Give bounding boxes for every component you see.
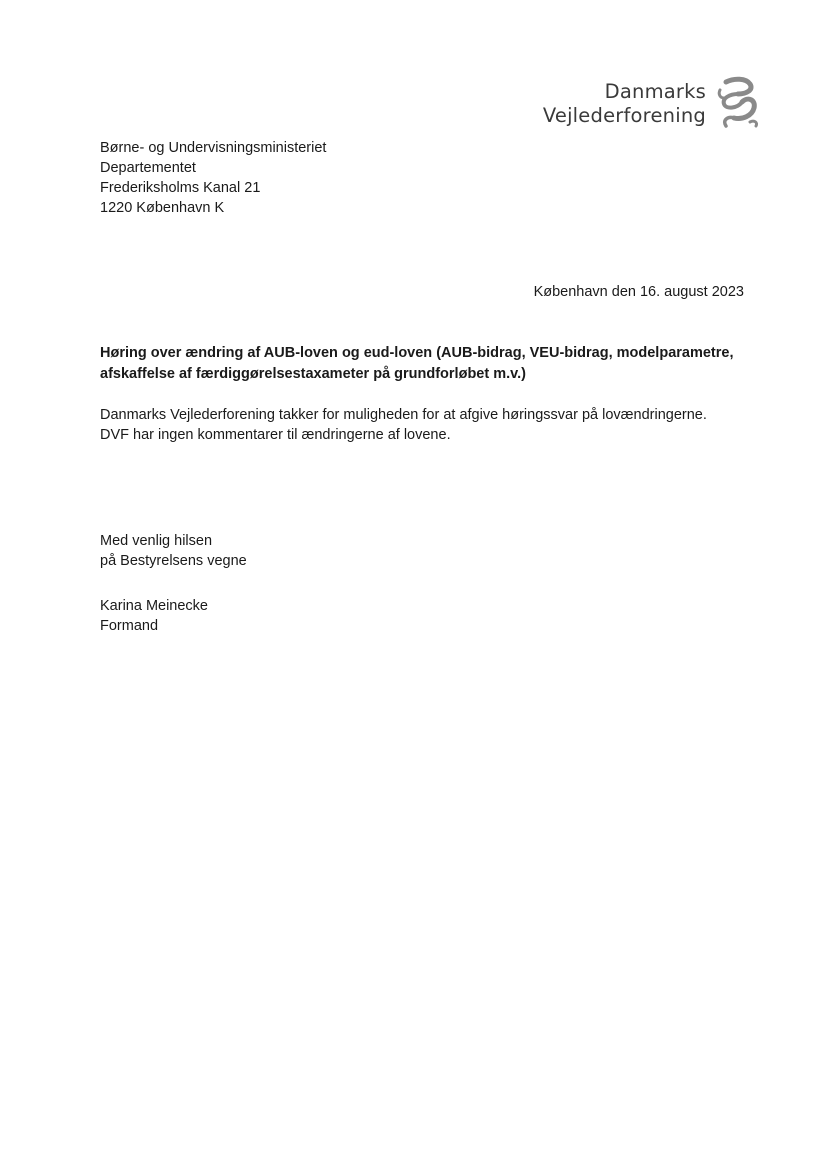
logo-line-2: Vejlederforening xyxy=(542,104,706,127)
recipient-line: Departementet xyxy=(100,160,196,176)
recipient-address xyxy=(100,138,326,218)
logo-wordmark xyxy=(543,80,706,128)
recipient-line: Børne- og Undervisningsministeriet xyxy=(100,140,327,156)
letter-subject: Høring over ændring af AUB-loven og eud-loven (AUB-bidrag, VEU-bidrag, modelparametre, afskaffelse af færdiggørelsestaxameter på grundforløbet m.v.) xyxy=(100,345,734,382)
signer-title: Formand xyxy=(100,618,159,634)
organization-logo xyxy=(520,76,770,132)
logo-line-1: Danmarks xyxy=(604,80,706,103)
recipient-line: Frederiksholms Kanal 21 xyxy=(100,180,261,196)
closing-line: på Bestyrelsens vegne xyxy=(100,553,247,569)
swirl-figure-icon xyxy=(712,76,762,130)
body-line: Danmarks Vejlederforening takker for muligheden for at afgive høringssvar på lovændringerne. xyxy=(100,407,707,423)
letter-closing xyxy=(100,531,247,571)
letter-date: København den 16. august 2023 xyxy=(533,284,744,300)
closing-line: Med venlig hilsen xyxy=(100,533,213,549)
letter-signature xyxy=(100,596,208,636)
recipient-line: 1220 København K xyxy=(100,200,225,216)
letter-body xyxy=(100,405,707,445)
body-line: DVF har ingen kommentarer til ændringerne af lovene. xyxy=(100,427,451,443)
signer-name: Karina Meinecke xyxy=(100,598,208,614)
